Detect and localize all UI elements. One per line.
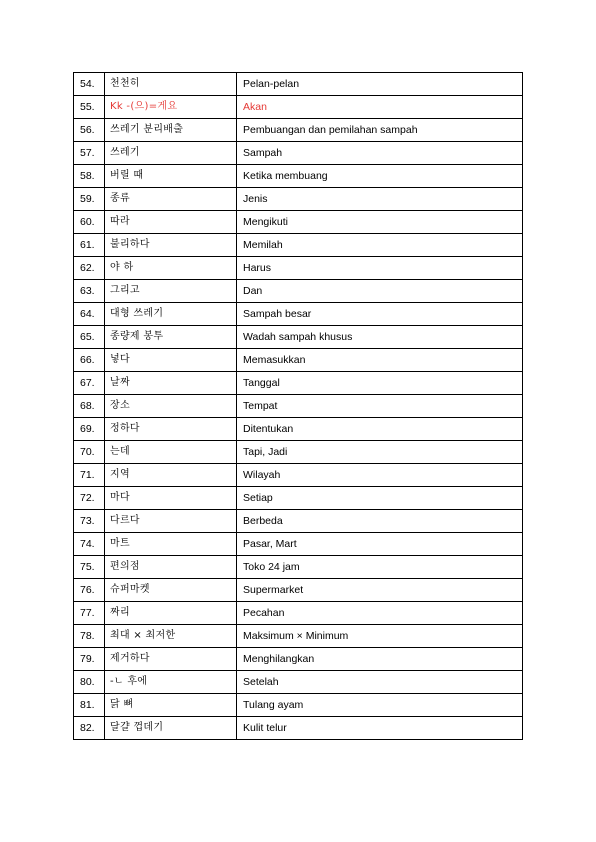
- vocab-row: [74, 418, 523, 441]
- row-number: 77.: [74, 602, 105, 625]
- indonesian-translation: Tulang ayam: [237, 694, 523, 717]
- korean-term: 지역: [105, 464, 237, 487]
- vocab-row: [74, 372, 523, 395]
- korean-term: 종량제 봉투: [105, 326, 237, 349]
- row-number: 76.: [74, 579, 105, 602]
- korean-term: 정하다: [105, 418, 237, 441]
- vocab-row: [74, 533, 523, 556]
- vocab-row: [74, 257, 523, 280]
- row-number: 73.: [74, 510, 105, 533]
- indonesian-translation: Wadah sampah khusus: [237, 326, 523, 349]
- row-number: 64.: [74, 303, 105, 326]
- row-number: 74.: [74, 533, 105, 556]
- korean-term: 마다: [105, 487, 237, 510]
- vocab-row: [74, 625, 523, 648]
- korean-term: 대형 쓰레기: [105, 303, 237, 326]
- indonesian-translation: Pasar, Mart: [237, 533, 523, 556]
- row-number: 65.: [74, 326, 105, 349]
- vocab-row: [74, 556, 523, 579]
- row-number: 63.: [74, 280, 105, 303]
- indonesian-translation: Tanggal: [237, 372, 523, 395]
- vocab-row: [74, 119, 523, 142]
- korean-term: 따라: [105, 211, 237, 234]
- vocab-row: [74, 464, 523, 487]
- korean-term: -ㄴ 후에: [105, 671, 237, 694]
- indonesian-translation: Dan: [237, 280, 523, 303]
- indonesian-translation: Wilayah: [237, 464, 523, 487]
- indonesian-translation: Memasukkan: [237, 349, 523, 372]
- korean-term: 불리하다: [105, 234, 237, 257]
- indonesian-translation: Berbeda: [237, 510, 523, 533]
- korean-term: 달걀 껍데기: [105, 717, 237, 740]
- vocab-row: [74, 694, 523, 717]
- vocab-row: [74, 717, 523, 740]
- row-number: 58.: [74, 165, 105, 188]
- row-number: 82.: [74, 717, 105, 740]
- row-number: 79.: [74, 648, 105, 671]
- korean-term: Kk -(으)=게요: [105, 96, 237, 119]
- korean-term: 넣다: [105, 349, 237, 372]
- row-number: 56.: [74, 119, 105, 142]
- indonesian-translation: Tempat: [237, 395, 523, 418]
- korean-term: 그리고: [105, 280, 237, 303]
- korean-term: 종류: [105, 188, 237, 211]
- row-number: 78.: [74, 625, 105, 648]
- indonesian-translation: Sampah: [237, 142, 523, 165]
- korean-term: 버릴 때: [105, 165, 237, 188]
- indonesian-translation: Ditentukan: [237, 418, 523, 441]
- korean-term: 쓰레기 분리배출: [105, 119, 237, 142]
- indonesian-translation: Akan: [237, 96, 523, 119]
- vocab-row-highlighted: [74, 96, 523, 119]
- vocab-row: [74, 234, 523, 257]
- indonesian-translation: Menghilangkan: [237, 648, 523, 671]
- korean-term: 장소: [105, 395, 237, 418]
- row-number: 60.: [74, 211, 105, 234]
- indonesian-translation: Pecahan: [237, 602, 523, 625]
- indonesian-translation: Ketika membuang: [237, 165, 523, 188]
- vocab-row: [74, 579, 523, 602]
- vocab-row: [74, 487, 523, 510]
- indonesian-translation: Jenis: [237, 188, 523, 211]
- indonesian-translation: Sampah besar: [237, 303, 523, 326]
- indonesian-translation: Supermarket: [237, 579, 523, 602]
- row-number: 80.: [74, 671, 105, 694]
- row-number: 75.: [74, 556, 105, 579]
- row-number: 66.: [74, 349, 105, 372]
- indonesian-translation: Kulit telur: [237, 717, 523, 740]
- row-number: 70.: [74, 441, 105, 464]
- vocab-row: [74, 441, 523, 464]
- vocab-row: [74, 671, 523, 694]
- vocab-row: [74, 648, 523, 671]
- vocabulary-table-body: [74, 73, 523, 740]
- indonesian-translation: Tapi, Jadi: [237, 441, 523, 464]
- korean-term: 짜리: [105, 602, 237, 625]
- indonesian-translation: Maksimum × Minimum: [237, 625, 523, 648]
- indonesian-translation: Toko 24 jam: [237, 556, 523, 579]
- korean-term: 다르다: [105, 510, 237, 533]
- row-number: 54.: [74, 73, 105, 96]
- korean-term: 는데: [105, 441, 237, 464]
- row-number: 57.: [74, 142, 105, 165]
- row-number: 55.: [74, 96, 105, 119]
- vocab-row: [74, 165, 523, 188]
- korean-term: 최대 × 최저한: [105, 625, 237, 648]
- row-number: 69.: [74, 418, 105, 441]
- indonesian-translation: Harus: [237, 257, 523, 280]
- indonesian-translation: Setelah: [237, 671, 523, 694]
- indonesian-translation: Memilah: [237, 234, 523, 257]
- indonesian-translation: Mengikuti: [237, 211, 523, 234]
- indonesian-translation: Pembuangan dan pemilahan sampah: [237, 119, 523, 142]
- vocabulary-table: [73, 72, 523, 740]
- korean-term: 제거하다: [105, 648, 237, 671]
- vocab-row: [74, 188, 523, 211]
- row-number: 67.: [74, 372, 105, 395]
- korean-term: 닭 뼈: [105, 694, 237, 717]
- row-number: 71.: [74, 464, 105, 487]
- vocab-row: [74, 510, 523, 533]
- korean-term: 슈퍼마켓: [105, 579, 237, 602]
- korean-term: 천천히: [105, 73, 237, 96]
- vocab-row: [74, 326, 523, 349]
- vocab-row: [74, 211, 523, 234]
- vocab-row: [74, 303, 523, 326]
- vocab-row: [74, 280, 523, 303]
- korean-term: 쓰레기: [105, 142, 237, 165]
- row-number: 62.: [74, 257, 105, 280]
- indonesian-translation: Setiap: [237, 487, 523, 510]
- korean-term: 날짜: [105, 372, 237, 395]
- vocab-row: [74, 602, 523, 625]
- vocab-row: [74, 73, 523, 96]
- korean-term: 편의점: [105, 556, 237, 579]
- row-number: 59.: [74, 188, 105, 211]
- row-number: 68.: [74, 395, 105, 418]
- korean-term: 마트: [105, 533, 237, 556]
- vocab-row: [74, 395, 523, 418]
- row-number: 61.: [74, 234, 105, 257]
- vocab-row: [74, 142, 523, 165]
- row-number: 72.: [74, 487, 105, 510]
- indonesian-translation: Pelan-pelan: [237, 73, 523, 96]
- korean-term: 야 하: [105, 257, 237, 280]
- vocab-row: [74, 349, 523, 372]
- row-number: 81.: [74, 694, 105, 717]
